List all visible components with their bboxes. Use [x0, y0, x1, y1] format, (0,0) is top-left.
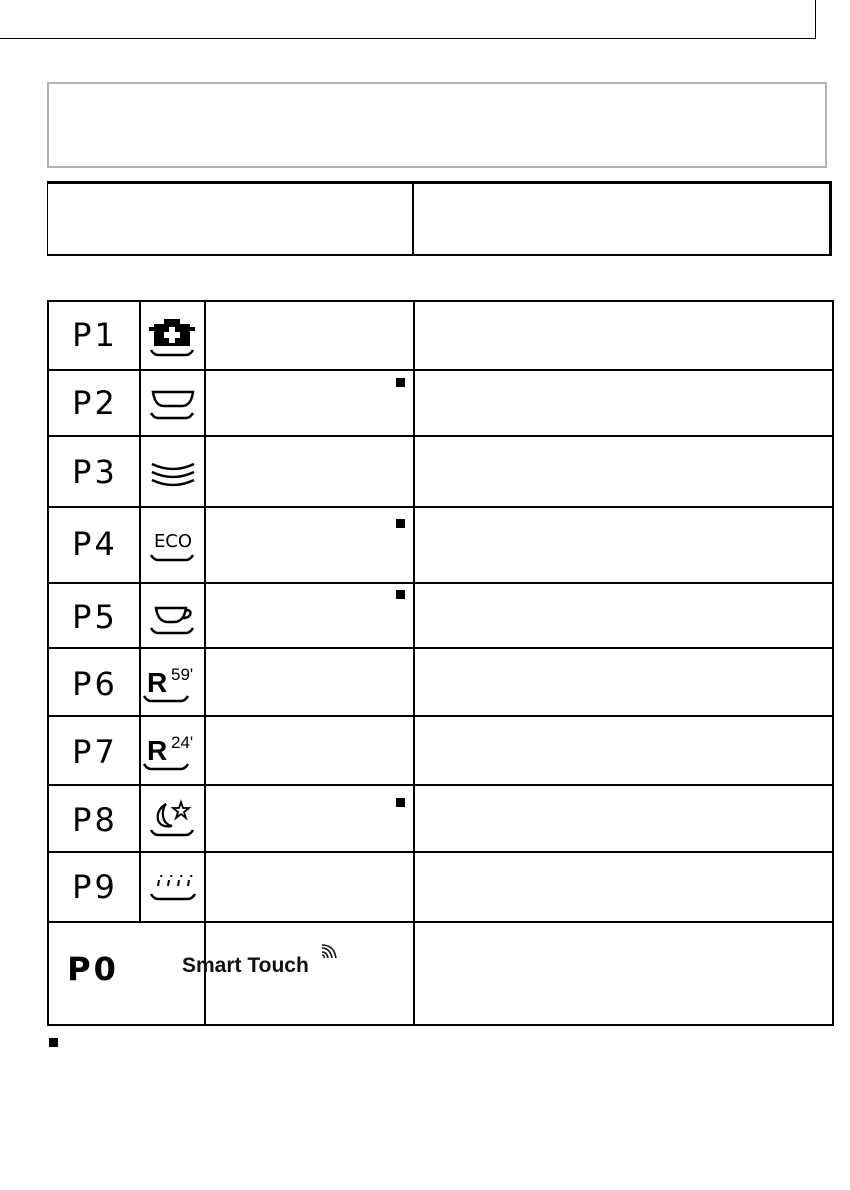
rapid-icon-letter: R [147, 667, 168, 698]
program-code: P2 [72, 384, 118, 422]
row-divider [49, 715, 832, 717]
program-code: P6 [72, 665, 118, 703]
program-code: P9 [72, 868, 118, 906]
row-divider [49, 435, 832, 437]
marker-square [396, 519, 405, 528]
rapid-icon [141, 726, 205, 780]
smart-touch-label [182, 954, 309, 978]
program-code: P0 [67, 950, 119, 988]
row-divider [49, 582, 832, 584]
row-divider [49, 851, 832, 853]
row-divider [49, 784, 832, 786]
crop-mark-vertical [815, 0, 816, 39]
footnote-marker-square [49, 1038, 58, 1047]
rapid-icon-sup: 24' [171, 733, 194, 752]
intensive-pot-icon [141, 312, 205, 362]
row-divider [49, 369, 832, 371]
eco-icon-text: ECO [153, 531, 193, 552]
plate-icon [141, 378, 205, 428]
rapid-icon-sup: 59' [171, 665, 194, 684]
night-moon-star-icon [141, 794, 205, 846]
eco-icon [141, 518, 205, 572]
column-divider-name [413, 302, 415, 1026]
program-code: P3 [72, 453, 118, 491]
rapid-icon [141, 658, 205, 712]
cup-icon [141, 592, 205, 642]
program-code: P7 [72, 733, 118, 771]
program-table [47, 300, 834, 1026]
header-divider [412, 184, 414, 254]
row-divider [49, 921, 832, 923]
smart-touch-text: Smart Touch [182, 954, 309, 977]
marker-square [396, 798, 405, 807]
waves-icon [141, 448, 205, 498]
program-code: P1 [72, 316, 118, 354]
prewash-droplets-icon [141, 862, 205, 914]
program-code: P4 [72, 525, 118, 563]
crop-mark-horizontal [0, 38, 815, 39]
title-box [47, 82, 827, 168]
program-code: P5 [72, 598, 118, 636]
row-divider [49, 647, 832, 649]
wifi-signal-icon [320, 944, 342, 966]
header-table [47, 181, 832, 256]
program-code: P8 [72, 801, 118, 839]
row-divider [49, 506, 832, 508]
marker-square [396, 590, 405, 599]
rapid-icon-letter: R [147, 735, 168, 766]
marker-square [396, 378, 405, 387]
